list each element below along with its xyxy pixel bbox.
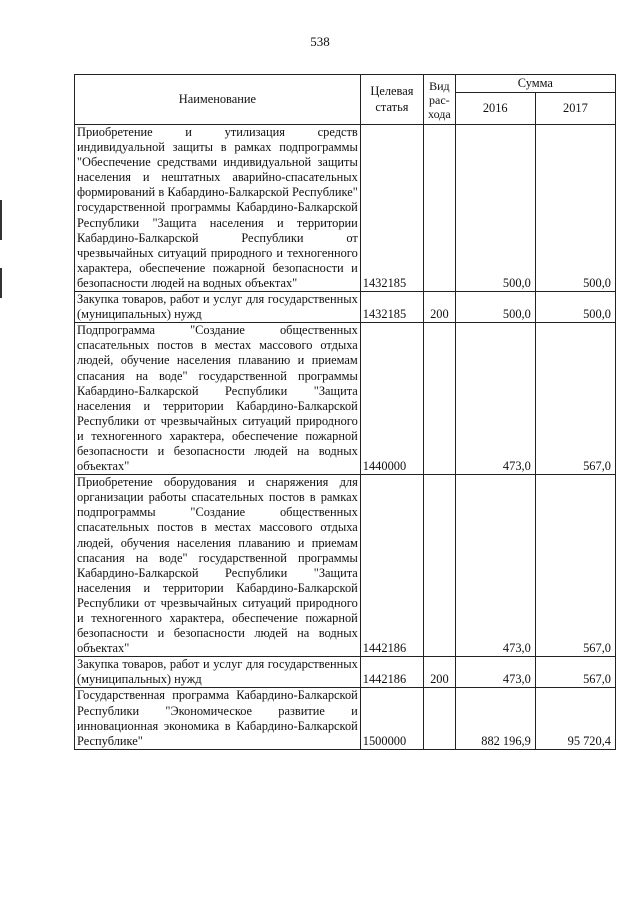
row-name-text: Приобретение оборудования и снаряжения для организации работы спасательных постов в рамках подпрограммы "Создание общественных спасательных постов в местах массового отдыха людей, обучения населения плаванию и приемам спасания на воде" государственной программы Кабардино-Балкарской Республики "Защита населения и территории Кабардино-Балкарской Республики от чрезвычайных ситуаций природного и техногенного характера, обеспечение пожарной безопасности и безопасности людей на водных объектах" [77, 475, 358, 656]
row-article: 1432185 [360, 292, 423, 323]
header-article: Целевая статья [360, 75, 423, 125]
row-article: 1500000 [360, 688, 423, 749]
row-sum-2017: 567,0 [535, 657, 615, 688]
row-expense-type [424, 125, 456, 292]
table-row [75, 688, 616, 749]
row-name [75, 475, 361, 657]
row-name-text: Государственная программа Кабардино-Балкарской Республики "Экономическое развитие и инновационная экономика в Кабардино-Балкарской Республике" [77, 688, 358, 748]
row-sum-2017: 567,0 [535, 475, 615, 657]
scan-edge-mark [0, 268, 2, 298]
scan-edge-mark [0, 200, 2, 240]
row-sum-2016: 473,0 [455, 475, 535, 657]
table-row [75, 323, 616, 475]
row-expense-type [424, 688, 456, 749]
row-article: 1440000 [360, 323, 423, 475]
header-expense-type: Вид рас- хода [424, 75, 456, 125]
row-sum-2016: 500,0 [455, 292, 535, 323]
row-expense-type [424, 323, 456, 475]
row-article: 1442186 [360, 657, 423, 688]
row-name [75, 657, 361, 688]
page-number: 538 [310, 34, 330, 49]
table-row [75, 475, 616, 657]
row-sum-2016: 882 196,9 [455, 688, 535, 749]
row-expense-type: 200 [424, 657, 456, 688]
row-name [75, 688, 361, 749]
row-sum-2016: 473,0 [455, 323, 535, 475]
table-row [75, 292, 616, 323]
table-row [75, 125, 616, 292]
row-sum-2017: 500,0 [535, 125, 615, 292]
row-sum-2017: 500,0 [535, 292, 615, 323]
row-article: 1442186 [360, 475, 423, 657]
header-name: Наименование [75, 75, 361, 125]
row-expense-type [424, 475, 456, 657]
table-row [75, 657, 616, 688]
row-sum-2016: 473,0 [455, 657, 535, 688]
row-name-text: Закупка товаров, работ и услуг для государственных (муниципальных) нужд [77, 292, 358, 322]
budget-table [74, 74, 616, 750]
header-year-2016: 2016 [455, 93, 535, 125]
row-expense-type: 200 [424, 292, 456, 323]
header-sum: Сумма [455, 75, 615, 93]
row-name-text: Закупка товаров, работ и услуг для государственных (муниципальных) нужд [77, 657, 358, 687]
row-sum-2017: 567,0 [535, 323, 615, 475]
row-sum-2017: 95 720,4 [535, 688, 615, 749]
row-sum-2016: 500,0 [455, 125, 535, 292]
row-name [75, 125, 361, 292]
row-name-text: Приобретение и утилизация средств индивидуальной защиты в рамках подпрограммы "Обеспечение средствами индивидуальной защиты населения и нештатных аварийно-спасательных формирований в Кабардино-Балкарской Республике" государственной программы Кабардино-Балкарской Республики "Защита населения и территории Кабардино-Балкарской Республики от чрезвычайных ситуаций природного и техногенного характера, обеспечение пожарной безопасности и безопасности людей на водных объектах" [77, 125, 358, 290]
header-year-2017: 2017 [535, 93, 615, 125]
row-name-text: Подпрограмма "Создание общественных спасательных постов в местах массового отдыха людей, обучение населения плаванию и приемам спасания на воде" государственной программы Кабардино-Балкарской Республики "Защита населения и территории Кабардино-Балкарской Республики от чрезвычайных ситуаций природного и техногенного характера, обеспечение пожарной безопасности и безопасности людей на водных объектах" [77, 323, 358, 474]
row-article: 1432185 [360, 125, 423, 292]
row-name [75, 323, 361, 475]
row-name [75, 292, 361, 323]
